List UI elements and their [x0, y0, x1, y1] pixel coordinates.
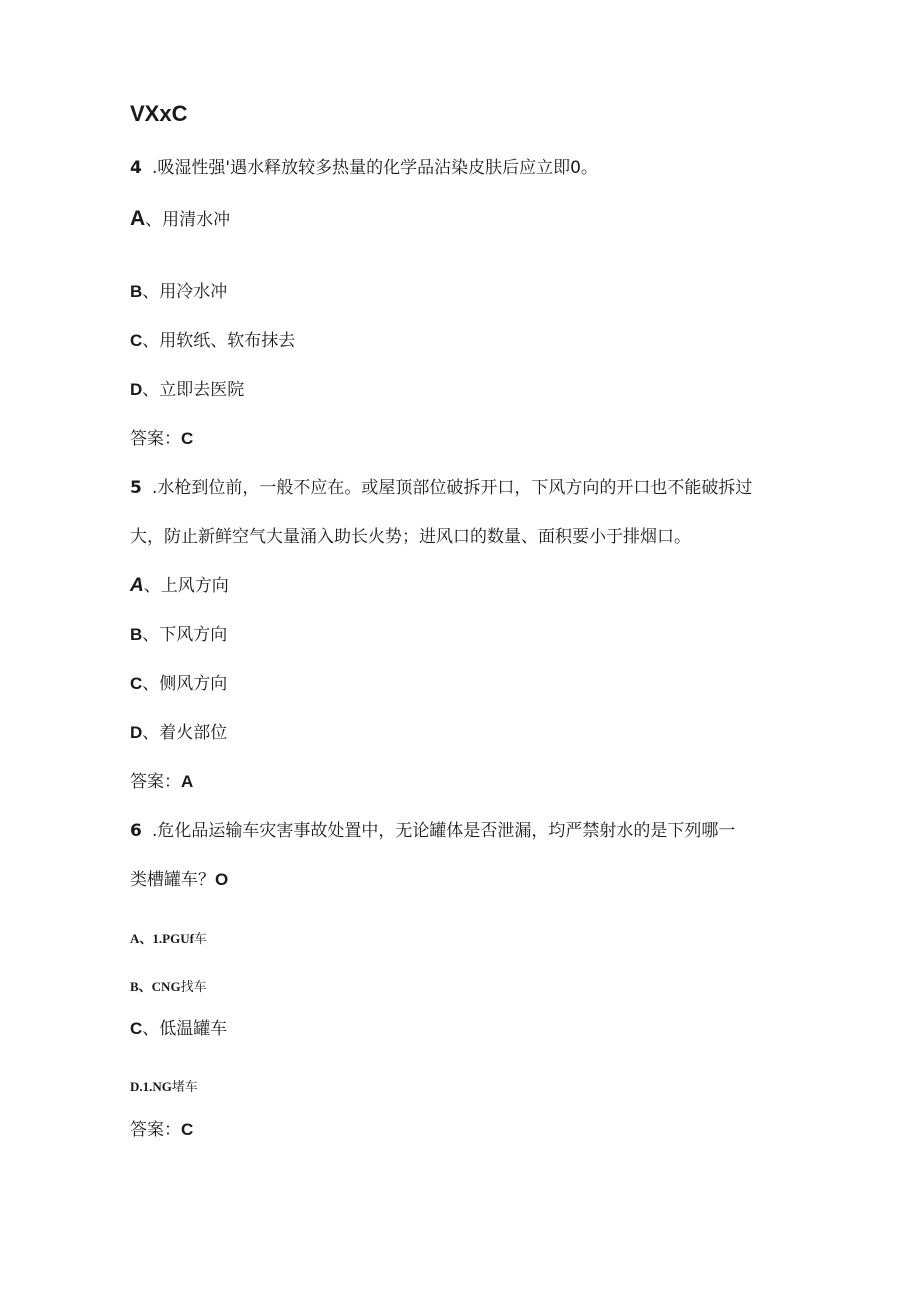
option-text: 、用冷水冲 — [142, 282, 228, 302]
question-6-stem-line1 — [130, 821, 735, 841]
answer-value: C — [181, 429, 194, 448]
answer-label: 答案： — [130, 429, 181, 449]
answer-value: C — [181, 1120, 194, 1139]
question-5-option-a — [130, 576, 229, 596]
question-blank-marker: O — [215, 870, 229, 889]
option-text: 、用软纸、软布抹去 — [142, 331, 296, 351]
option-letter: A — [130, 931, 140, 946]
question-number: 6 — [130, 821, 142, 841]
question-number: 4 — [130, 158, 142, 178]
question-5-answer — [130, 772, 193, 792]
option-letter: B — [130, 282, 143, 301]
option-text: .1.NG — [139, 1079, 172, 1094]
question-5-stem-line2: 大，防止新鲜空气大量涌入助长火势；进风口的数量、面积要小于排烟口。 — [130, 527, 691, 547]
option-text: 、用清水冲 — [145, 210, 231, 230]
option-text: 、低温罐车 — [142, 1019, 228, 1039]
option-text-suffix: 堵车 — [171, 1080, 198, 1095]
option-text: 、着火部位 — [142, 723, 228, 743]
question-text: .危化品运输车灾害事故处置中，无论罐体是否泄漏，均严禁射水的是下列哪一 — [152, 821, 736, 841]
question-6-option-d — [130, 1077, 198, 1098]
option-letter: D — [130, 380, 143, 399]
question-text: .水枪到位前，一般不应在。或屋顶部位破拆开口，下风方向的开口也不能破拆过 — [152, 478, 753, 498]
question-5-option-b — [130, 625, 227, 645]
option-text: 、上风方向 — [143, 576, 229, 596]
question-6-option-b — [130, 977, 207, 998]
question-text: 类槽罐车？ — [130, 870, 215, 890]
question-6-stem-line2 — [130, 870, 228, 890]
option-text: 、1.PGUf — [139, 931, 194, 946]
question-4-option-b — [130, 282, 227, 302]
option-letter: D — [130, 723, 143, 742]
question-5-option-d — [130, 723, 227, 743]
option-letter: C — [130, 331, 143, 350]
question-4-answer — [130, 429, 193, 449]
question-6-option-a — [130, 929, 207, 950]
question-4-option-d — [130, 380, 244, 400]
option-letter: A — [130, 575, 144, 596]
question-6-option-c — [130, 1019, 227, 1039]
option-letter: B — [130, 625, 143, 644]
answer-label: 答案： — [130, 772, 181, 792]
answer-value: A — [181, 772, 194, 791]
option-letter: C — [130, 1019, 143, 1038]
option-text: 、立即去医院 — [142, 380, 245, 400]
question-4-stem — [130, 158, 598, 178]
option-text: 、下风方向 — [142, 625, 228, 645]
question-4-option-a — [130, 209, 230, 230]
question-text: .吸湿性强'遇水释放较多热量的化学品沾染皮肤后应立即0。 — [152, 158, 598, 178]
option-letter: D — [130, 1079, 140, 1094]
question-5-option-c — [130, 674, 227, 694]
question-4-option-c — [130, 331, 295, 351]
page-header: VXxC — [130, 101, 188, 126]
option-letter: B — [130, 979, 139, 994]
answer-label: 答案： — [130, 1120, 181, 1140]
option-text: 、CNG — [138, 979, 181, 994]
question-number: 5 — [130, 478, 142, 498]
option-letter: A — [130, 207, 146, 230]
option-text: 、侧风方向 — [142, 674, 228, 694]
question-6-answer — [130, 1120, 193, 1140]
option-letter: C — [130, 674, 143, 693]
option-text-suffix: 找车 — [180, 980, 207, 995]
option-text-suffix: 车 — [193, 932, 207, 947]
question-5-stem-line1 — [130, 478, 752, 498]
